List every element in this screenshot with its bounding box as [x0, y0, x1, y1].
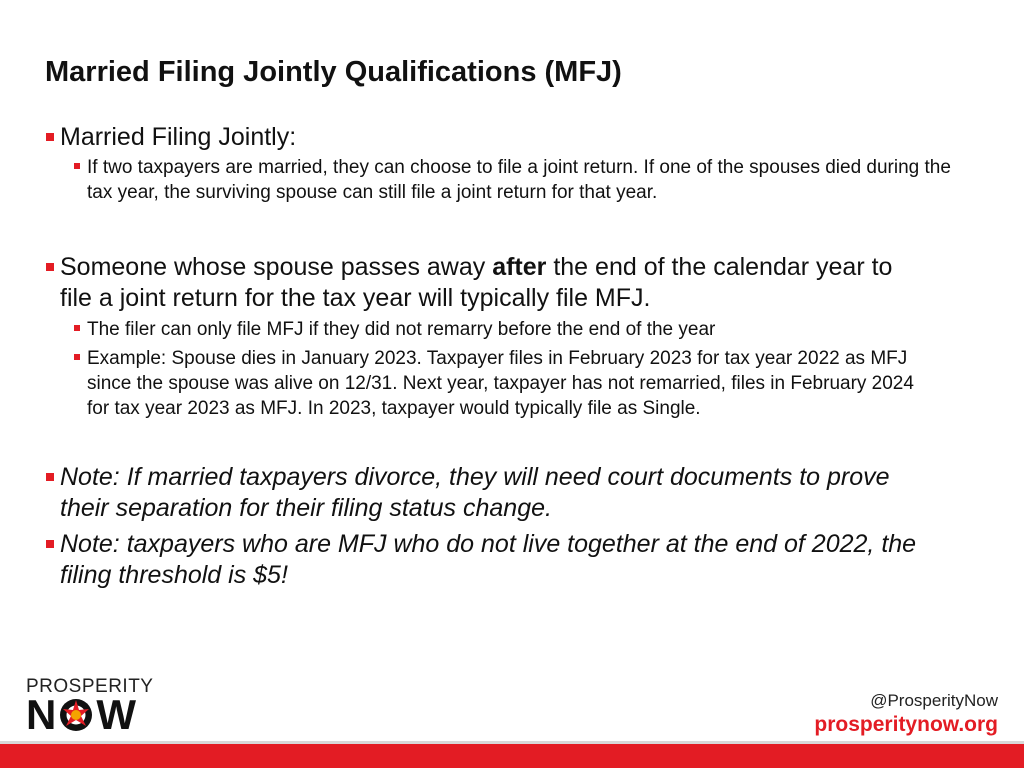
bullet-square-icon [46, 263, 54, 271]
bullet-married-filing-jointly [44, 122, 974, 153]
bullet-square-icon [46, 133, 54, 141]
bullet-text-part: the end of the calendar year to file a joint return for the tax year will typically file MFJ. [60, 253, 893, 312]
bullet-square-icon [74, 163, 80, 169]
logo-letter-w: W [96, 691, 136, 738]
bullet-note-divorce [44, 462, 934, 524]
bullet-square-icon [46, 473, 54, 481]
bullet-text: Note: taxpayers who are MFJ who do not live together at the end of 2022, the filing threshold is $5! [60, 530, 917, 589]
bullet-text: Example: Spouse dies in January 2023. Taxpayer files in February 2023 for tax year 2022 as MFJ since the spouse was alive on 12/31. Next year, taxpayer has not remarried, files in February 2024 for tax year 2023 as MFJ. In 2023, taxpayer would typically file as Single. [87, 348, 914, 419]
slide-content [44, 122, 974, 591]
footer-bar [0, 744, 1024, 768]
website-link[interactable]: prosperitynow.org [814, 713, 998, 736]
social-info [814, 690, 998, 738]
prosperity-now-logo [26, 676, 176, 738]
bullet-text-emphasis: after [492, 253, 547, 281]
bullet-note-threshold [44, 529, 934, 591]
sub-bullet-remarry [44, 317, 974, 342]
slide-title: Married Filing Jointly Qualifications (MFJ) [45, 56, 622, 88]
bullet-square-icon [74, 354, 80, 360]
social-handle: @ProsperityNow [870, 691, 998, 710]
bullet-text: If two taxpayers are married, they can choose to file a joint return. If one of the spouses died during the tax year, the surviving spouse can still file a joint return for that year. [87, 157, 951, 203]
bullet-spouse-passes-away [44, 252, 914, 314]
star-burst-icon [58, 697, 94, 733]
bullet-text: Married Filing Jointly: [60, 123, 297, 151]
sub-bullet-joint-return [44, 155, 964, 205]
sub-bullet-example [44, 346, 914, 421]
bullet-square-icon [74, 325, 80, 331]
logo-letter-n: N [26, 691, 57, 738]
bullet-text-part: Someone whose spouse passes away [60, 253, 493, 281]
bullet-square-icon [46, 540, 54, 548]
bullet-text: Note: If married taxpayers divorce, they will need court documents to prove their separation for their filing status change. [60, 463, 890, 522]
logo-wordmark-top: PROSPERITY [26, 676, 154, 697]
bullet-text: The filer can only file MFJ if they did not remarry before the end of the year [87, 319, 716, 340]
logo-wordmark-now [26, 691, 136, 738]
